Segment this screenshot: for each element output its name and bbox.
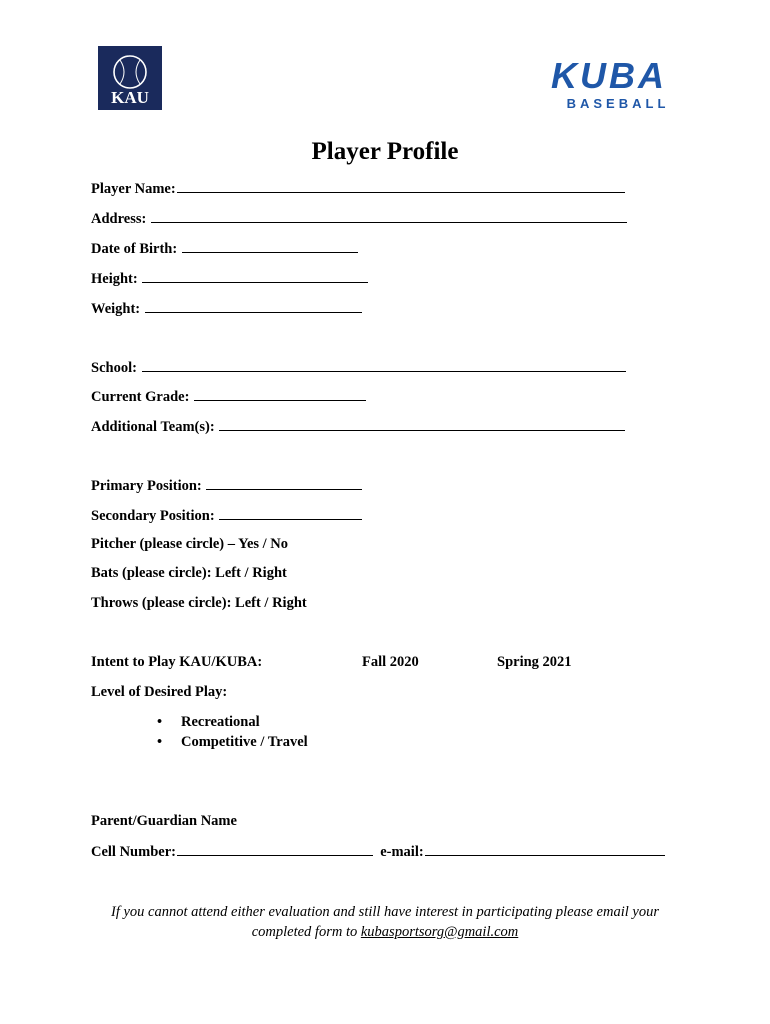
footer-email-link[interactable]: kubasportsorg@gmail.com <box>360 924 519 940</box>
email-label: e-mail: <box>380 844 424 860</box>
bullet-icon: • <box>157 734 163 750</box>
footer-line-1: If you cannot attend either evaluation and still have interest in participating please email your <box>111 904 659 920</box>
throws-row[interactable]: Throws (please circle): Left / Right <box>91 595 307 611</box>
weight-row <box>91 299 362 318</box>
secondary-position-row <box>91 506 362 525</box>
intent-label: Intent to Play KAU/KUBA: <box>91 654 263 670</box>
level-label: Level of Desired Play: <box>91 684 228 700</box>
current-grade-label: Current Grade: <box>91 389 190 405</box>
school-label: School: <box>91 360 137 376</box>
address-row <box>91 209 627 228</box>
current-grade-row <box>91 387 366 406</box>
kau-logo-text: KAU <box>111 88 149 107</box>
weight-label: Weight: <box>91 301 141 317</box>
level-option-label: Competitive / Travel <box>181 734 308 750</box>
footer-line-2 <box>0 922 770 942</box>
secondary-position-label: Secondary Position: <box>91 508 215 524</box>
footer-line-2-prefix: completed form to <box>251 924 361 940</box>
primary-position-row <box>91 476 362 495</box>
kuba-logo-text: KUBA <box>551 56 667 96</box>
contact-row <box>91 842 665 861</box>
additional-teams-label: Additional Team(s): <box>91 419 215 435</box>
dob-row <box>91 239 358 258</box>
cell-number-field[interactable] <box>177 842 373 856</box>
parent-guardian-label: Parent/Guardian Name <box>91 813 237 829</box>
player-name-field[interactable] <box>177 179 625 193</box>
dob-field[interactable] <box>182 239 358 253</box>
address-label: Address: <box>91 211 147 227</box>
dob-label: Date of Birth: <box>91 241 178 257</box>
level-option-competitive[interactable] <box>157 732 308 752</box>
intent-spring-option[interactable]: Spring 2021 <box>497 654 572 670</box>
kuba-baseball-logo <box>538 56 680 112</box>
primary-position-field[interactable] <box>206 476 362 490</box>
height-label: Height: <box>91 271 138 287</box>
intent-fall-option[interactable]: Fall 2020 <box>362 654 419 670</box>
kuba-logo-subtext: BASEBALL <box>566 96 670 111</box>
level-option-label: Recreational <box>181 714 260 730</box>
secondary-position-field[interactable] <box>219 506 362 520</box>
level-option-recreational[interactable] <box>157 712 308 732</box>
current-grade-field[interactable] <box>194 387 366 401</box>
address-field[interactable] <box>151 209 627 223</box>
level-options-list <box>157 712 308 752</box>
bullet-icon: • <box>157 714 163 730</box>
bats-row[interactable]: Bats (please circle): Left / Right <box>91 565 287 581</box>
height-row <box>91 269 368 288</box>
primary-position-label: Primary Position: <box>91 478 202 494</box>
page-title: Player Profile <box>311 138 459 165</box>
player-name-row <box>91 179 625 198</box>
cell-number-label: Cell Number: <box>91 844 176 860</box>
weight-field[interactable] <box>145 299 362 313</box>
additional-teams-row <box>91 417 625 436</box>
email-field[interactable] <box>425 842 665 856</box>
school-field[interactable] <box>142 358 626 372</box>
height-field[interactable] <box>142 269 368 283</box>
player-name-label: Player Name: <box>91 181 176 197</box>
school-row <box>91 358 626 377</box>
additional-teams-field[interactable] <box>219 417 625 431</box>
pitcher-row[interactable]: Pitcher (please circle) – Yes / No <box>91 536 289 552</box>
kau-logo <box>98 46 162 110</box>
footer-note <box>0 902 770 942</box>
